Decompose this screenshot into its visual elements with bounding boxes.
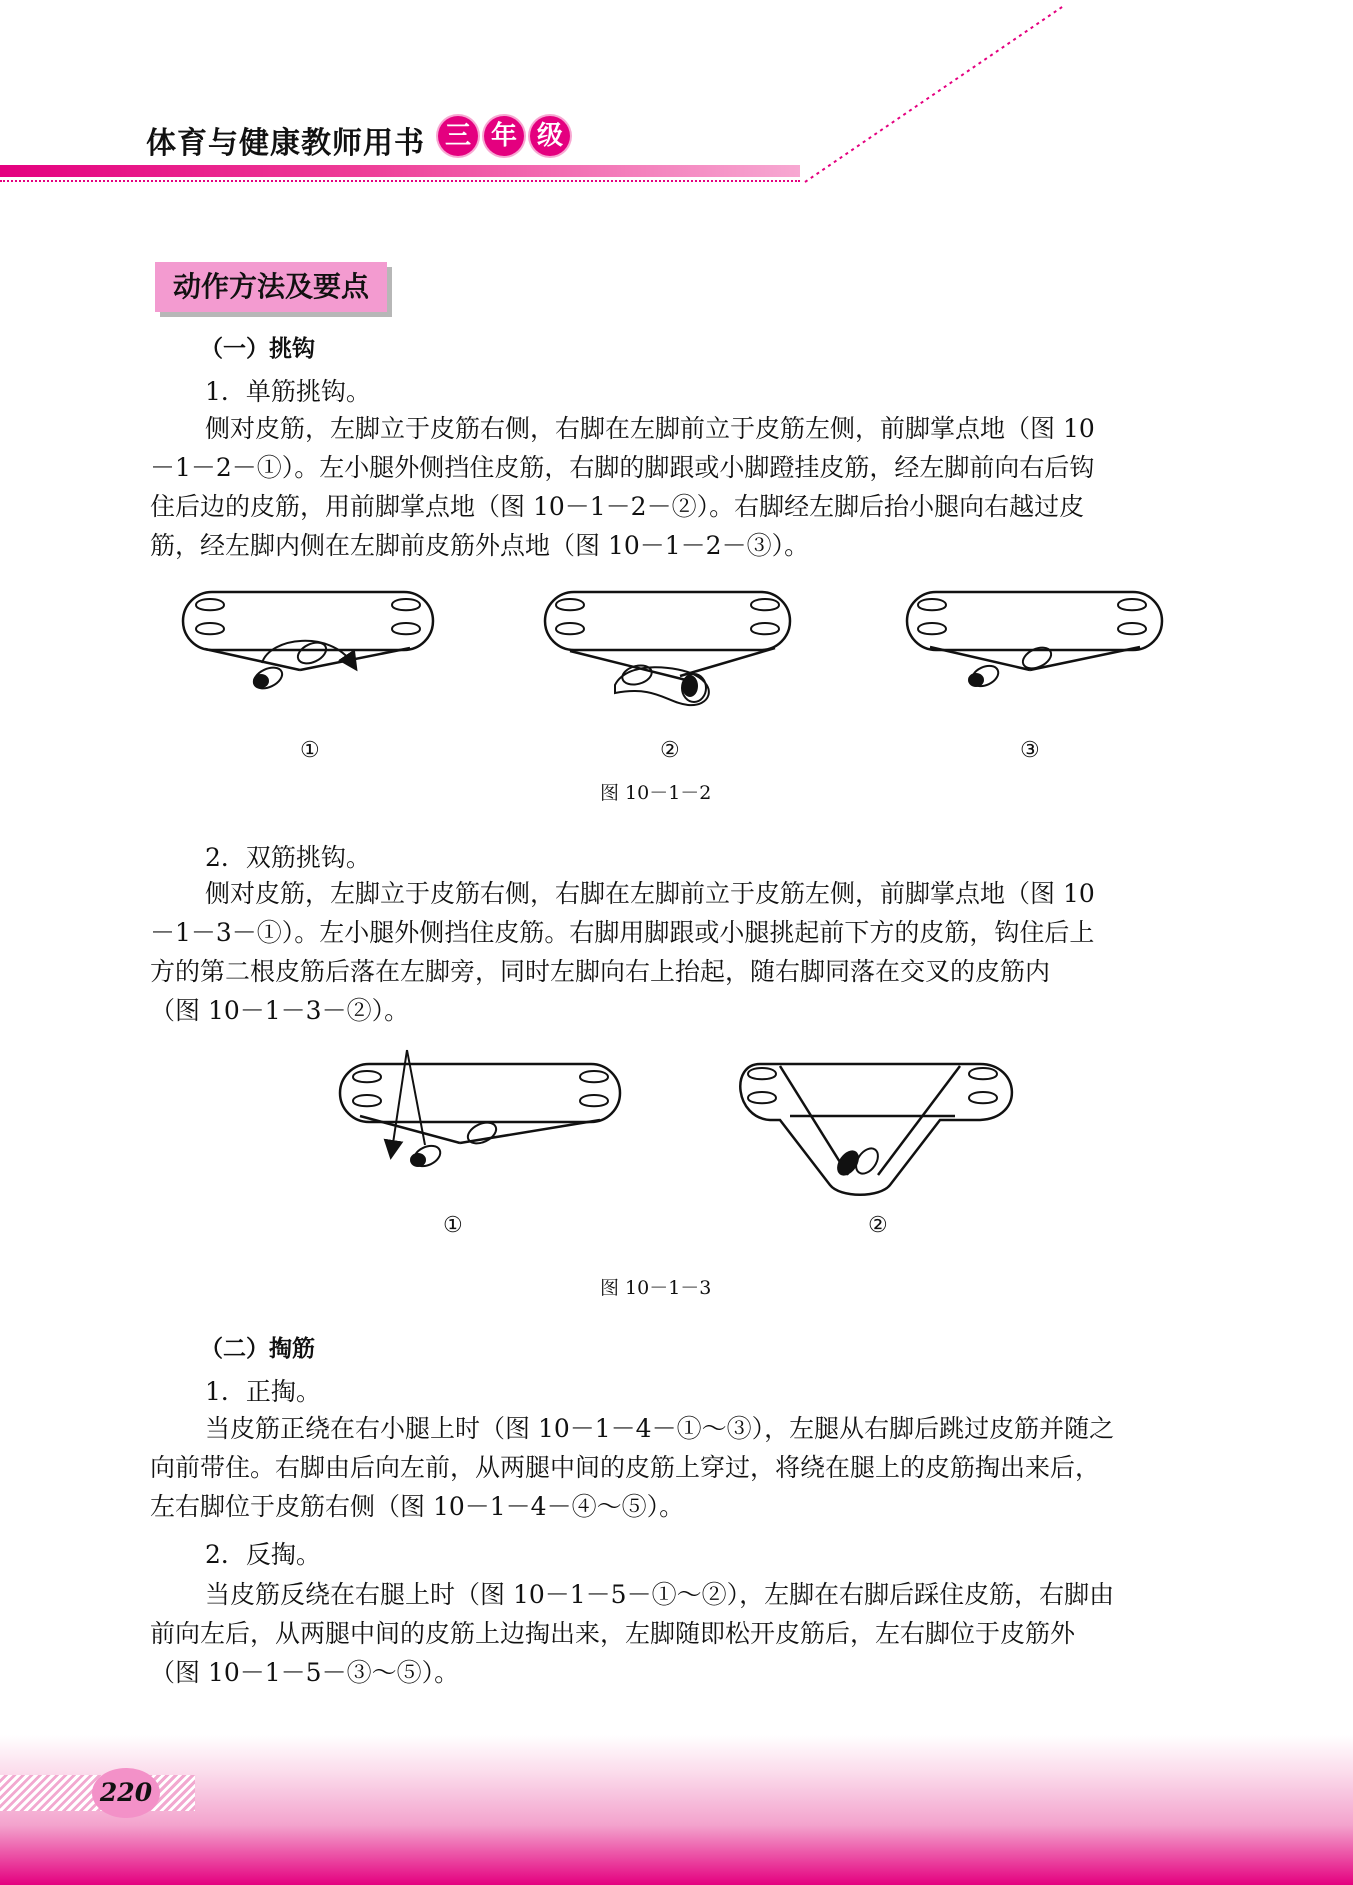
figure-panel-3 (907, 592, 1162, 690)
text-line: 向前带住。右脚由后向左前，从两腿中间的皮筋上穿过，将绕在腿上的皮筋掏出来后， (150, 1453, 1101, 1482)
text-line: （图 10－1－5－③～⑤）。 (150, 1658, 460, 1687)
part1-item2-paragraph (150, 874, 1190, 1030)
page-number: 220 (92, 1768, 160, 1818)
part2-heading: （二）掏筋 (200, 1336, 315, 1362)
grade-char-3: 级 (530, 116, 570, 156)
figure-caption: 图 10－1－3 (600, 1277, 712, 1299)
figure-label: ① (300, 738, 320, 763)
part1-item2-title: 2．双筋挑钩。 (205, 843, 371, 872)
header-dotted-line (0, 180, 800, 182)
text-line: 方的第二根皮筋后落在左脚旁，同时左脚向右上抬起，随右脚同落在交叉的皮筋内 (150, 957, 1051, 986)
text-line: 左右脚位于皮筋右侧（图 10－1－4－④～⑤）。 (150, 1492, 685, 1521)
figure-panel-2 (740, 1064, 1012, 1195)
figure-panel-2 (545, 592, 790, 705)
book-title: 体育与健康教师用书 (146, 126, 425, 161)
figure-panel-1 (340, 1050, 620, 1170)
text-line: 当皮筋反绕在右腿上时（图 10－1－5－①～②），左脚在右脚后踩住皮筋，右脚由 (205, 1580, 1115, 1609)
header-bar (0, 165, 800, 177)
section-label: 动作方法及要点 (155, 262, 387, 312)
text-line: 当皮筋正绕在右小腿上时（图 10－1－4－①～③），左腿从右脚后跳过皮筋并随之 (205, 1414, 1115, 1443)
part2-item2-paragraph (150, 1575, 1190, 1692)
figure-label: ② (868, 1213, 888, 1238)
text-line: 侧对皮筋，左脚立于皮筋右侧，右脚在左脚前立于皮筋左侧，前脚掌点地（图 10 (205, 414, 1095, 443)
figure-10-1-2 (0, 575, 1353, 725)
text-line: －1－2－①）。左小腿外侧挡住皮筋，右脚的脚跟或小脚蹬挂皮筋，经左脚前向右后钩 (150, 453, 1095, 482)
part2-item1-title: 1．正掏。 (205, 1377, 321, 1406)
grade-char-2: 年 (484, 116, 524, 156)
figure-label: ② (660, 738, 680, 763)
part2-item2-title: 2．反掏。 (205, 1540, 321, 1569)
grade-char-1: 三 (438, 116, 478, 156)
text-line: 筋，经左脚内侧在左脚前皮筋外点地（图 10－1－2－③）。 (150, 531, 810, 560)
text-line: －1－3－①）。左小腿外侧挡住皮筋。右脚用脚跟或小腿挑起前下方的皮筋，钩住后上 (150, 918, 1095, 947)
footer-band (0, 1735, 1353, 1885)
figure-label: ③ (1020, 738, 1040, 763)
part1-item1-paragraph (150, 409, 1190, 565)
text-line: 前向左后，从两腿中间的皮筋上边掏出来，左脚随即松开皮筋后，左右脚位于皮筋外 (150, 1619, 1076, 1648)
figure-10-1-3 (0, 1040, 1353, 1210)
part1-item1-title: 1．单筋挑钩。 (205, 377, 371, 406)
figure-caption: 图 10－1－2 (600, 782, 712, 804)
text-line: （图 10－1－3－②）。 (150, 996, 410, 1025)
text-line: 侧对皮筋，左脚立于皮筋右侧，右脚在左脚前立于皮筋左侧，前脚掌点地（图 10 (205, 879, 1095, 908)
text-line: 住后边的皮筋，用前脚掌点地（图 10－1－2－②）。右脚经左脚后抬小腿向右越过皮 (150, 492, 1085, 521)
figure-label: ① (443, 1213, 463, 1238)
figure-panel-1 (183, 592, 433, 692)
part1-heading: （一）挑钩 (200, 336, 315, 362)
part2-item1-paragraph (150, 1409, 1190, 1526)
